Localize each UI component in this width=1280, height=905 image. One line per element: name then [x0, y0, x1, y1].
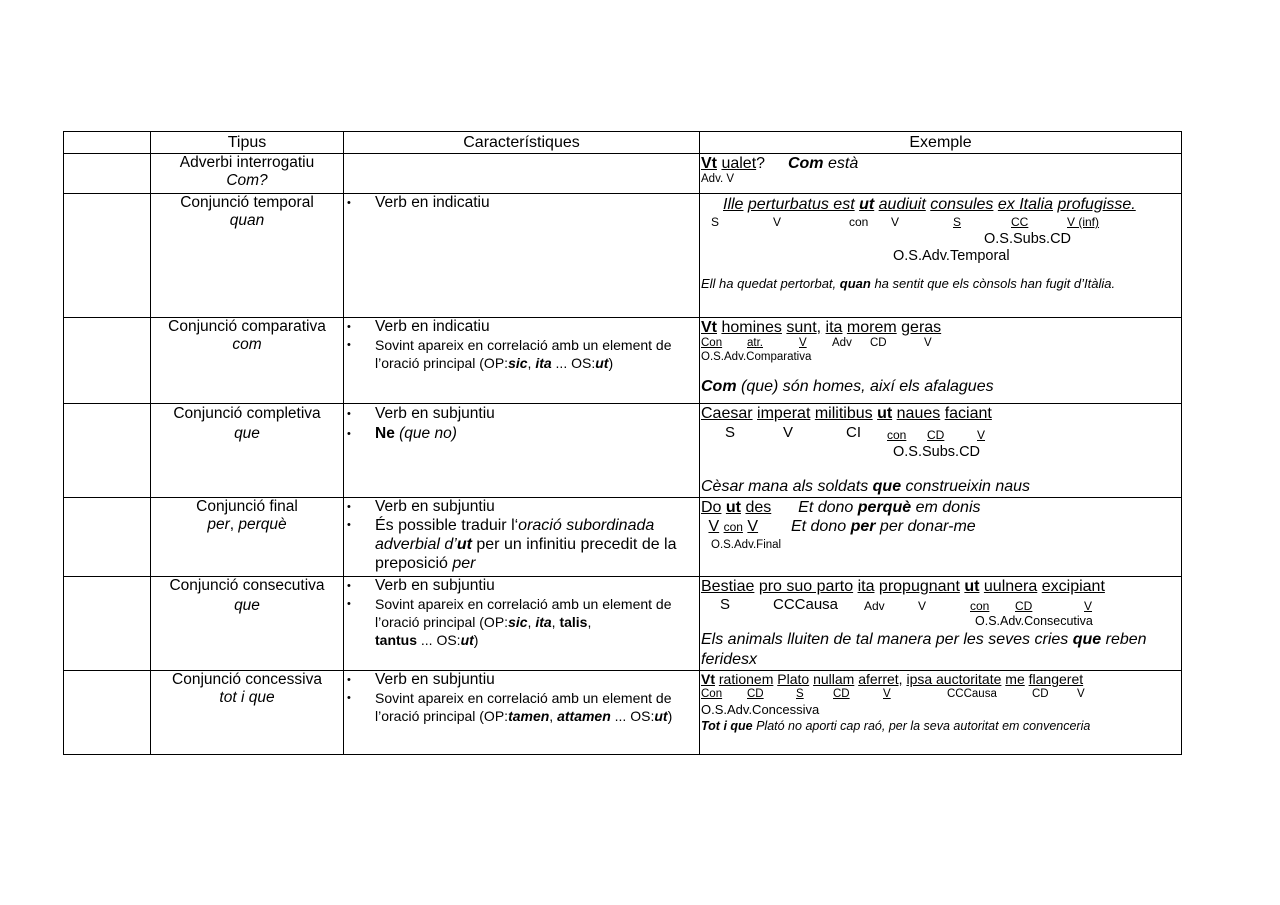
table-row [64, 577, 1182, 671]
header-tipus: Tipus [151, 132, 344, 154]
subordinate-clauses-table [63, 131, 1182, 755]
tipus-cell: Conjunció concessiva tot i que [151, 671, 344, 755]
caracteristiques-cell: • Verb en subjuntiu • Sovint apareix en correlació amb un element de l’oració principal (OP:sic, ita, talis, tantus ... OS:ut) [344, 577, 700, 671]
exemple-cell: Vt homines sunt, ita morem geras Con atr. V Adv CD V O.S.Adv.Comparativa Com (que) són homes, així els afalagues [700, 318, 1182, 404]
tipus-cell: Conjunció comparativa com [151, 318, 344, 404]
caracteristiques-cell: • Verb en subjuntiu • Ne (que no) [344, 404, 700, 498]
tipus-cell: Conjunció completiva que [151, 404, 344, 498]
grammar-table-sheet [63, 131, 1181, 756]
tipus-cell: Adverbi interrogatiu Com? [151, 154, 344, 194]
tipus-cell: Conjunció consecutiva que [151, 577, 344, 671]
exemple-cell: Caesar imperat militibus ut naues faciant S V CI con CD V O.S.Subs.CD Cèsar mana als soldats que construeixin naus [700, 404, 1182, 498]
caracteristiques-cell: • Verb en subjuntiu • És possible traduir l‘oració subordinada adverbial d’ut per un infinitiu precedit de la preposició per [344, 498, 700, 577]
table-row [64, 404, 1182, 498]
exemple-cell: Vt ualet? Com està Adv. V [700, 154, 1182, 194]
exemple-cell: Bestiae pro suo parto ita propugnant ut uulnera excipiant S CCCausa Adv V con CD V O.S.Adv.Consecutiva Els animals lluiten de tal manera per les seves cries que reben feridesx [700, 577, 1182, 671]
header-caracteristiques: Característiques [344, 132, 700, 154]
caracteristiques-cell: • Verb en indicatiu [344, 194, 700, 318]
tipus-cell: Conjunció temporal quan [151, 194, 344, 318]
table-row [64, 154, 1182, 194]
table-row [64, 498, 1182, 577]
table-row [64, 671, 1182, 755]
table-row [64, 318, 1182, 404]
header-empty [64, 132, 151, 154]
table-row [64, 194, 1182, 318]
exemple-cell: Do ut des Et dono perquè em donis V con V Et dono per per donar-me O.S.Adv.Final [700, 498, 1182, 577]
header-exemple: Exemple [700, 132, 1182, 154]
caracteristiques-cell: • Verb en indicatiu • Sovint apareix en correlació amb un element de l’oració principal (OP:sic, ita ... OS:ut) [344, 318, 700, 404]
exemple-cell: Ille perturbatus est ut audiuit consules ex Italia profugisse. S V con V S CC V (inf) O.S.Subs.CD O.S.Adv.Temporal Ell ha quedat pertorbat, quan ha sentit que els cònsols han fugit d’Itàlia. [700, 194, 1182, 318]
tipus-cell: Conjunció final per, perquè [151, 498, 344, 577]
exemple-cell: Vt rationem Plato nullam aferret, ipsa auctoritate me flangeret Con CD S CD V CCCausa CD V O.S.Adv.Concessiva Tot i que Plató no aporti cap raó, per la seva autoritat em convenceria [700, 671, 1182, 755]
caracteristiques-cell: • Verb en subjuntiu • Sovint apareix en correlació amb un element de l’oració principal (OP:tamen, attamen ... OS:ut) [344, 671, 700, 755]
header-row [64, 132, 1182, 154]
